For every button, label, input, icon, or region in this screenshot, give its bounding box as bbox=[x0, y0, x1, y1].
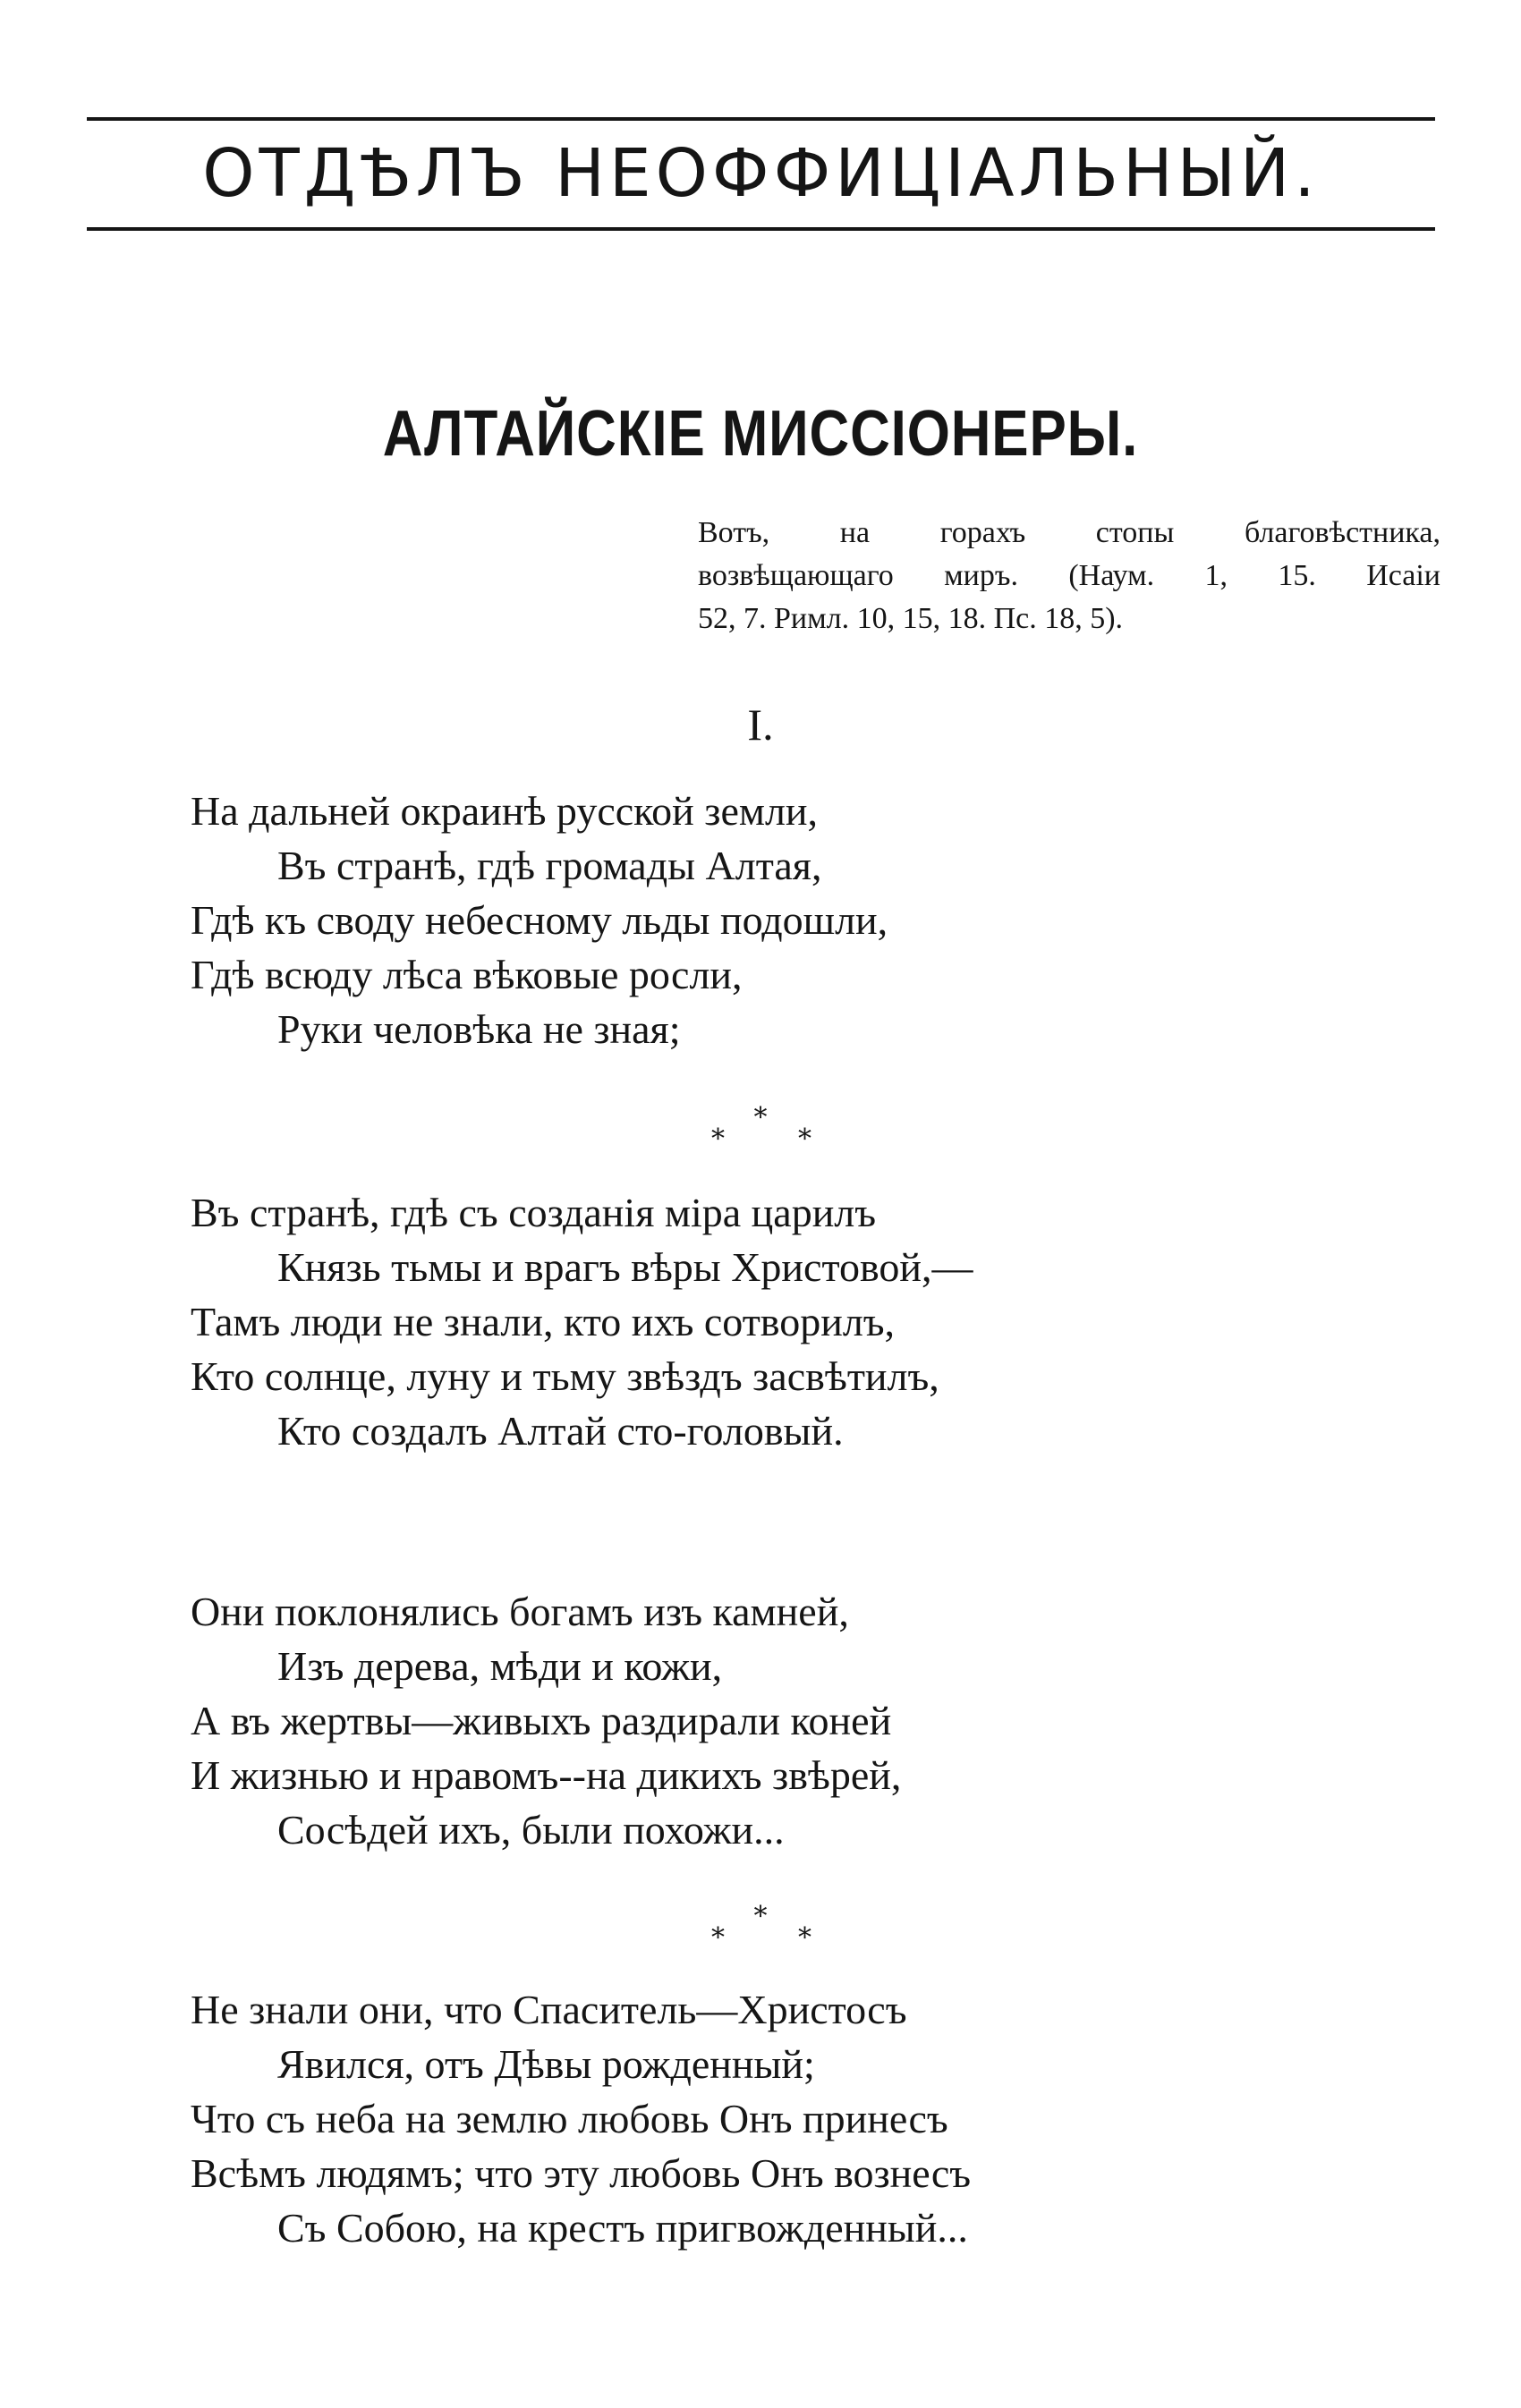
verse-line: Въ странѣ, гдѣ громады Алтая, bbox=[277, 843, 822, 888]
verse-line: Руки человѣка не зная; bbox=[277, 1006, 681, 1052]
section-title: ОТДѢЛЪ НЕОФФИЦІАЛЬНЫЙ. bbox=[202, 135, 1320, 212]
epigraph-line: Вотъ, на горахъ стопы благовѣстника, bbox=[698, 516, 1440, 549]
article-title: АЛТАЙСКІЕ МИССІОНЕРЫ. bbox=[382, 398, 1139, 470]
verse-line: Кто создалъ Алтай сто-головый. bbox=[277, 1408, 844, 1454]
stanza-2 bbox=[191, 1185, 1354, 1458]
verse-line: Изъ дерева, мѣди и кожи, bbox=[277, 1643, 723, 1689]
asterism-star: * bbox=[711, 1922, 725, 1954]
asterism bbox=[0, 1901, 1521, 1954]
verse-line: Съ Собою, на крестъ пригвожденный... bbox=[277, 2205, 968, 2251]
stanza-3 bbox=[191, 1584, 1354, 1857]
verse-line: Тамъ люди не знали, кто ихъ сотворилъ, bbox=[191, 1299, 896, 1344]
asterism-star: * bbox=[711, 1123, 725, 1155]
asterism-star: * bbox=[798, 1922, 811, 1954]
verse-line: Они поклонялись богамъ изъ камней, bbox=[191, 1589, 849, 1634]
verse-line: И жизнью и нравомъ--на дикихъ звѣрей, bbox=[191, 1752, 902, 1798]
asterism-star: * bbox=[753, 1102, 768, 1133]
verse-line: Сосѣдей ихъ, были похожи... bbox=[277, 1807, 785, 1853]
verse-line: А въ жертвы—живыхъ раздирали коней bbox=[191, 1698, 892, 1743]
epigraph-line: 52, 7. Римл. 10, 15, 18. Пс. 18, 5). bbox=[698, 602, 1124, 635]
part-number: I. bbox=[747, 700, 774, 750]
epigraph-line: возвѣщающаго миръ. (Наум. 1, 15. Исаіи bbox=[698, 559, 1440, 592]
verse-line: Явился, отъ Дѣвы рожденный; bbox=[277, 2041, 815, 2087]
verse-line: Гдѣ къ своду небесному льды подошли, bbox=[191, 897, 888, 943]
stanza-1 bbox=[191, 784, 1354, 1056]
stanza-4 bbox=[191, 1982, 1354, 2255]
verse-line: На дальней окраинѣ русской земли, bbox=[191, 788, 819, 834]
header-bottom-rule bbox=[87, 227, 1435, 231]
verse-line: Что съ неба на землю любовь Онъ принесъ bbox=[191, 2096, 948, 2141]
header-top-rule bbox=[87, 117, 1435, 121]
asterism-star: * bbox=[753, 1901, 768, 1932]
verse-line: Князь тьмы и врагъ вѣры Христовой,— bbox=[277, 1244, 973, 1290]
asterism-star: * bbox=[798, 1123, 811, 1155]
verse-line: Въ странѣ, гдѣ съ созданія міра царилъ bbox=[191, 1190, 877, 1235]
verse-line: Не знали они, что Спаситель—Христосъ bbox=[191, 1987, 907, 2032]
verse-line: Всѣмъ людямъ; что эту любовь Онъ вознесъ bbox=[191, 2150, 972, 2196]
verse-line: Гдѣ всюду лѣса вѣковые росли, bbox=[191, 952, 743, 997]
asterism bbox=[0, 1102, 1521, 1156]
verse-line: Кто солнце, луну и тьму звѣздъ засвѣтилъ, bbox=[191, 1353, 939, 1399]
epigraph bbox=[698, 512, 1440, 640]
